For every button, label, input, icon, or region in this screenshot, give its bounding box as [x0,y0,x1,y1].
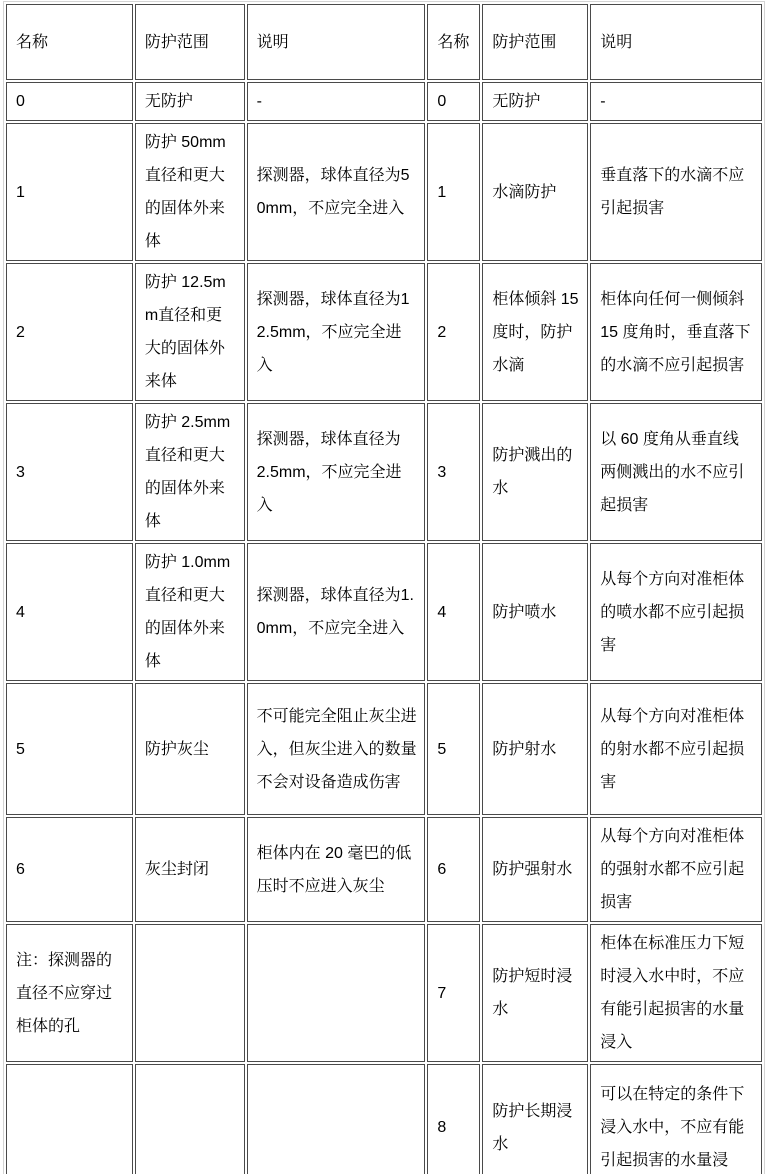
description-cell: 从每个方向对准柜体的喷水都不应引起损害 [590,543,762,681]
description-cell: 柜体在标准压力下短时浸入水中时，不应有能引起损害的水量浸入 [590,924,762,1062]
protection-rating-table [3,1,765,1174]
level-cell: 2 [6,263,133,401]
column-header-scope-left: 防护范围 [135,4,245,80]
level-cell: 6 [427,817,480,922]
scope-cell: 无防护 [135,82,245,121]
table-row [6,403,762,541]
description-cell: 不可能完全阻止灰尘进入，但灰尘进入的数量不会对设备造成伤害 [247,683,426,815]
description-cell: 垂直落下的水滴不应引起损害 [590,123,762,261]
description-cell: 从每个方向对准柜体的射水都不应引起损害 [590,683,762,815]
scope-cell: 防护强射水 [482,817,588,922]
description-cell: 柜体向任何一侧倾斜 15 度角时，垂直落下的水滴不应引起损害 [590,263,762,401]
scope-cell: 防护短时浸水 [482,924,588,1062]
scope-cell: 防护溅出的水 [482,403,588,541]
description-cell: 探测器，球体直径为50mm，不应完全进入 [247,123,426,261]
column-header-scope-right: 防护范围 [482,4,588,80]
scope-cell: 水滴防护 [482,123,588,261]
table-row [6,543,762,681]
description-cell: 柜体内在 20 毫巴的低压时不应进入灰尘 [247,817,426,922]
level-cell: 0 [6,82,133,121]
description-cell: 探测器，球体直径为 2.5mm，不应完全进入 [247,403,426,541]
scope-cell [135,1064,245,1174]
description-cell: 探测器，球体直径为1.0mm，不应完全进入 [247,543,426,681]
level-cell: 1 [427,123,480,261]
scope-cell: 防护长期浸水 [482,1064,588,1174]
description-cell: 以 60 度角从垂直线两侧溅出的水不应引起损害 [590,403,762,541]
description-cell: 探测器，球体直径为12.5mm，不应完全进入 [247,263,426,401]
table-row [6,683,762,815]
table-row [6,924,762,1062]
level-cell: 7 [427,924,480,1062]
column-header-description-right: 说明 [590,4,762,80]
level-cell: 4 [6,543,133,681]
scope-cell [135,924,245,1062]
table-row [6,1064,762,1174]
description-cell [247,924,426,1062]
scope-cell: 防护喷水 [482,543,588,681]
level-cell: 3 [6,403,133,541]
table-row [6,82,762,121]
description-cell [247,1064,426,1174]
description-cell: 可以在特定的条件下浸入水中，不应有能引起损害的水量浸 [590,1064,762,1174]
column-header-name-right: 名称 [427,4,480,80]
scope-cell: 防护灰尘 [135,683,245,815]
description-cell: - [247,82,426,121]
scope-cell: 柜体倾斜 15 度时，防护水滴 [482,263,588,401]
table-row [6,817,762,922]
level-cell [6,1064,133,1174]
header-row [6,4,762,80]
scope-cell: 防护 2.5mm直径和更大的固体外来体 [135,403,245,541]
level-cell: 3 [427,403,480,541]
level-cell: 0 [427,82,480,121]
scope-cell: 灰尘封闭 [135,817,245,922]
description-cell: 从每个方向对准柜体的强射水都不应引起损害 [590,817,762,922]
scope-cell: 防护 12.5mm直径和更大的固体外来体 [135,263,245,401]
level-cell: 2 [427,263,480,401]
scope-cell: 无防护 [482,82,588,121]
scope-cell: 防护 50mm直径和更大的固体外来体 [135,123,245,261]
level-cell: 5 [427,683,480,815]
table-row [6,263,762,401]
level-cell: 5 [6,683,133,815]
level-cell: 4 [427,543,480,681]
scope-cell: 防护射水 [482,683,588,815]
level-cell: 8 [427,1064,480,1174]
level-cell: 1 [6,123,133,261]
column-header-description-left: 说明 [247,4,426,80]
column-header-name-left: 名称 [6,4,133,80]
description-cell: - [590,82,762,121]
table-row [6,123,762,261]
scope-cell: 防护 1.0mm直径和更大的固体外来体 [135,543,245,681]
note-cell: 注：探测器的直径不应穿过柜体的孔 [6,924,133,1062]
level-cell: 6 [6,817,133,922]
